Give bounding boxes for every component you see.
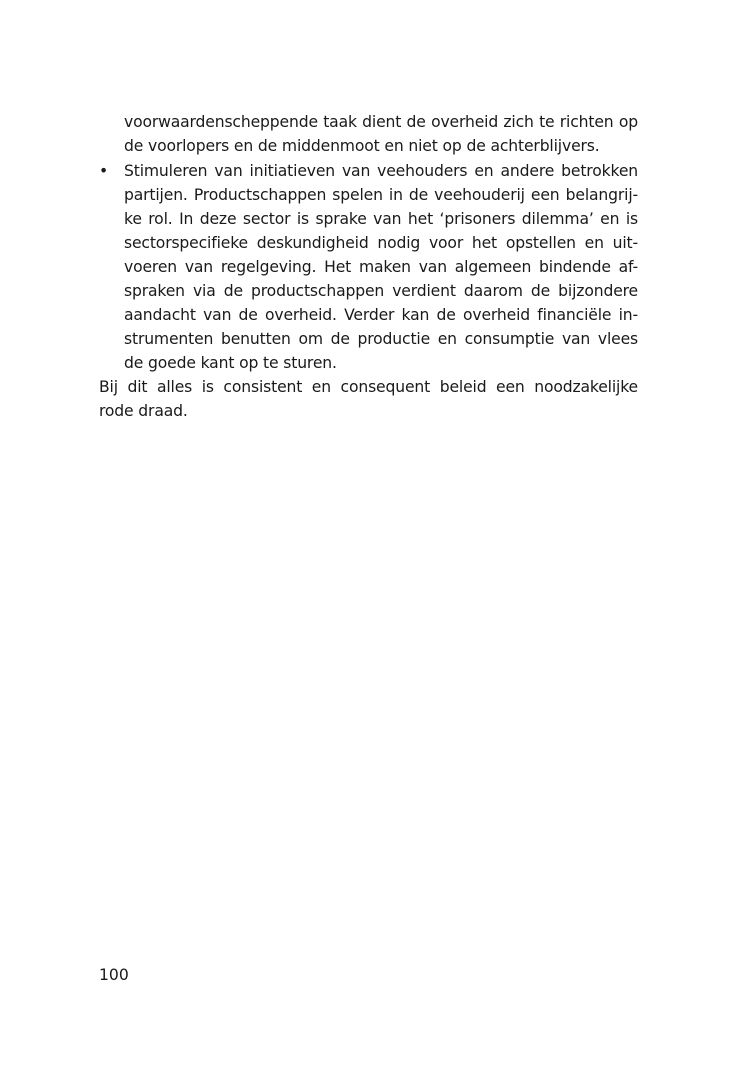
bullet-line: partijen. Productschappen spelen in de veehouderij een belangrij-	[124, 186, 638, 204]
page-number: 100	[99, 966, 129, 984]
bullet-line: ke rol. In deze sector is sprake van het ‘prisoners dilemma’ en is	[124, 210, 638, 228]
bullet-line: de goede kant op te sturen.	[124, 354, 337, 372]
bullet-line: spraken via de productschappen verdient daarom de bijzondere	[124, 282, 638, 300]
bullet-line: Stimuleren van initiatieven van veehouders en andere betrokken	[124, 162, 638, 180]
bullet-line: voeren van regelgeving. Het maken van algemeen bindende af-	[124, 258, 638, 276]
bullet-icon: •	[99, 162, 109, 180]
bullet-line: strumenten benutten om de productie en consumptie van vlees	[124, 330, 638, 348]
bullet-line: aandacht van de overheid. Verder kan de overheid financiële in-	[124, 306, 638, 324]
closing-line: rode draad.	[99, 402, 188, 420]
continuation-line: de voorlopers en de middenmoot en niet op de achterblijvers.	[124, 137, 600, 155]
continuation-line: voorwaardenscheppende taak dient de overheid zich te richten op	[124, 113, 638, 131]
bullet-line: sectorspecifieke deskundigheid nodig voor het opstellen en uit-	[124, 234, 638, 252]
closing-line: Bij dit alles is consistent en consequent beleid een noodzakelijke	[99, 378, 638, 396]
